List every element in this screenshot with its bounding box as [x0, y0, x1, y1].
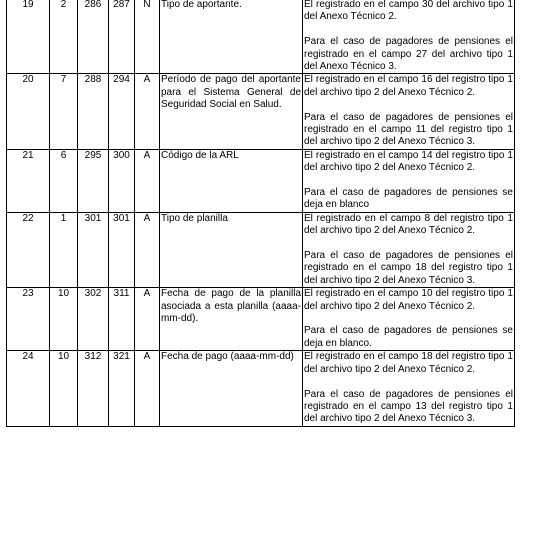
- observations-cell: [303, 212, 515, 287]
- end-position-cell: 301: [109, 212, 135, 287]
- field-length-cell: 1: [50, 212, 78, 287]
- paragraph-gap: [304, 238, 513, 250]
- observations-cell: [303, 288, 515, 351]
- field-spec-table: [6, 0, 515, 427]
- paragraph-gap: [304, 24, 513, 36]
- observation-pensions: Para el caso de pagadores de pensiones el registrado en el campo 18 del registro tipo 1 del archivo tipo 2 del Anexo Técnico 3.: [304, 250, 513, 286]
- table-row: [7, 351, 515, 426]
- field-number-cell: 20: [7, 74, 50, 149]
- field-length-cell: 10: [50, 351, 78, 426]
- observations-cell: [303, 74, 515, 149]
- paragraph-gap: [304, 99, 513, 111]
- observations-cell: [303, 0, 515, 74]
- start-position-cell: 288: [78, 74, 109, 149]
- field-type-cell: A: [135, 149, 160, 212]
- field-description-cell: Período de pago del aportante para el Sistema General de Seguridad Social en Salud.: [160, 74, 303, 149]
- field-description-cell: Tipo de planilla: [160, 212, 303, 287]
- field-type-cell: A: [135, 74, 160, 149]
- table-row: [7, 212, 515, 287]
- observation-main: El registrado en el campo 16 del registro tipo 1 del archivo tipo 2 del Anexo Técnico 2.: [304, 74, 513, 98]
- observation-main: El registrado en el campo 30 del archivo tipo 1 del Anexo Técnico 2.: [304, 0, 513, 23]
- observation-main: El registrado en el campo 8 del registro tipo 1 del archivo tipo 2 del Anexo Técnico 2.: [304, 212, 513, 237]
- observation-main: El registrado en el campo 10 del registro tipo 1 del archivo tipo 2 del Anexo Técnico 2.: [304, 288, 513, 312]
- paragraph-gap: [304, 175, 513, 187]
- paragraph-gap: [304, 376, 513, 388]
- field-length-cell: 10: [50, 288, 78, 351]
- field-type-cell: A: [135, 212, 160, 287]
- field-description-cell: Tipo de aportante.: [160, 0, 303, 74]
- table-row: [7, 74, 515, 149]
- field-length-cell: 7: [50, 74, 78, 149]
- start-position-cell: 286: [78, 0, 109, 74]
- start-position-cell: 302: [78, 288, 109, 351]
- start-position-cell: 295: [78, 149, 109, 212]
- table-body: [7, 0, 515, 426]
- observations-cell: [303, 351, 515, 426]
- end-position-cell: 287: [109, 0, 135, 74]
- observations-cell: [303, 149, 515, 212]
- end-position-cell: 311: [109, 288, 135, 351]
- field-number-cell: 23: [7, 288, 50, 351]
- table-row: [7, 0, 515, 74]
- table-row: [7, 288, 515, 351]
- start-position-cell: 301: [78, 212, 109, 287]
- field-type-cell: A: [135, 288, 160, 351]
- observation-pensions: Para el caso de pagadores de pensiones el registrado en el campo 11 del registro tipo 1 del archivo tipo 2 del Anexo Técnico 3.: [304, 111, 513, 148]
- observation-pensions: Para el caso de pagadores de pensiones se deja en blanco.: [304, 325, 513, 349]
- field-description-cell: Código de la ARL: [160, 149, 303, 212]
- observation-main: El registrado en el campo 14 del registro tipo 1 del archivo tipo 2 del Anexo Técnico 2.: [304, 149, 513, 174]
- paragraph-gap: [304, 313, 513, 325]
- observation-pensions: Para el caso de pagadores de pensiones el registrado en el campo 13 del registro tipo 1 del archivo tipo 2 del Anexo Técnico 3.: [304, 388, 513, 425]
- field-length-cell: 6: [50, 149, 78, 212]
- end-position-cell: 300: [109, 149, 135, 212]
- observation-pensions: Para el caso de pagadores de pensiones se deja en blanco: [304, 187, 513, 211]
- end-position-cell: 294: [109, 74, 135, 149]
- field-type-cell: A: [135, 351, 160, 426]
- observation-main: El registrado en el campo 18 del registro tipo 1 del archivo tipo 2 del Anexo Técnico 2.: [304, 351, 513, 375]
- observation-pensions: Para el caso de pagadores de pensiones el registrado en el campo 27 del archivo tipo 1 del Anexo Técnico 3.: [304, 36, 513, 73]
- field-number-cell: 19: [7, 0, 50, 74]
- field-length-cell: 2: [50, 0, 78, 74]
- field-number-cell: 22: [7, 212, 50, 287]
- field-description-cell: Fecha de pago (aaaa-mm-dd): [160, 351, 303, 426]
- end-position-cell: 321: [109, 351, 135, 426]
- start-position-cell: 312: [78, 351, 109, 426]
- field-number-cell: 21: [7, 149, 50, 212]
- table-row: [7, 149, 515, 212]
- field-number-cell: 24: [7, 351, 50, 426]
- field-type-cell: N: [135, 0, 160, 74]
- field-description-cell: Fecha de pago de la planilla asociada a esta planilla (aaaa-mm-dd).: [160, 288, 303, 351]
